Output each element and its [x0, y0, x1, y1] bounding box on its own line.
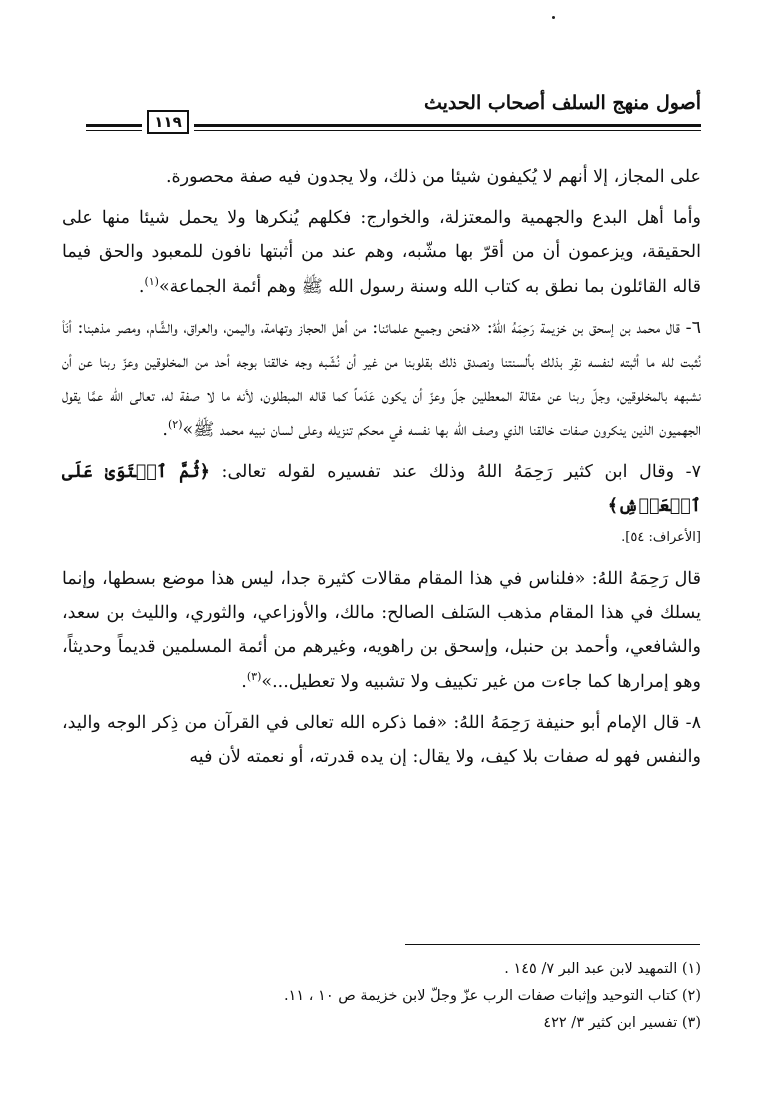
paragraph-3: ٦- قال محمد بن إسحق بن خزيمة رَحِمَهُ اللهُ: «فنحن وجميع علمائنا: من أهل الحجاز وتهامة، واليمن، والعراق، والشَّام، ومصر مذهبنا: أنَاْ نُثبت لله ما أثبته لنفسه نقِر بذلك بألسنتنا ونصدق ذلك بقلوبنا من غير أن نُشّبه وجه خالقنا بوجه أحد من المخلوقين وعزّ ربنا عن أن نشبهه بالمخلوقين، وجلّ ربنا عن مقالة المعطلين جلّ وعزّ أن يكون عَدَماً كما قاله المبطلون، لأنه ما لا صفة له، تعالى الله عمَّا يقول الجهميون الذين ينكرون صفات خالقنا الذي وصف الله بها نفسه في محكم تنزيله وعلى لسان نبيه محمد ﷺ»$^{(٢)}$. — [62, 317, 701, 441]
footnotes — [201, 956, 701, 1037]
paragraph-5-text: قال رَحِمَهُ اللهُ: «فلناس في هذا المقام مقالات كثيرة جدا، ليس هذا موضع بسطها، وإنما يسلك في هذا المقام مذهب السَلف الصالح: مالك، والأوزاعي، والثوري، والليث بن سعد، والشافعي، وأحمد بن حنبل، وإسحق بن راهويه، وغيرهم من أئمة المسلمين قديماً وحديثاً، وهو إمرارها كما جاءت من غير تكييف ولا تشبيه ولا تعطيل...» — [62, 569, 701, 692]
footnote-1: (١) التمهيد لابن عبد البر ٧/ ١٤٥ . — [504, 961, 701, 977]
verse-reference: [الأعراف: ٥٤]. — [621, 530, 701, 546]
paragraph-2-text: وأما أهل البدع والجهمية والمعتزلة، والخوارج: فكلهم يُنكرها ولا يحمل شيئا منها على الحقيقة، ويزعمون أن من أقرّ بها مشّبه، وهم عند من أثبتها نافون للمعبود والحق فيما قاله القائلون بما نطق به كتاب الله وسنة رسول الله ﷺ وهم أئمة الجماعة» — [62, 208, 701, 297]
header-rule-left — [86, 124, 142, 127]
running-header-title: أصول منهج السلف أصحاب الحديث — [423, 92, 701, 114]
paragraph-4-text: ٧- وقال ابن كثير رَحِمَهُ اللهُ وذلك عند تفسيره لقوله تعالى: — [209, 461, 702, 482]
header-rule-thin — [194, 130, 701, 131]
footnote-ref-2: (٢) — [168, 418, 183, 432]
footnote-separator — [405, 944, 700, 945]
footnote-ref-1: (١) — [144, 274, 159, 288]
paragraph-3-text: ٦- قال محمد بن إسحق بن خزيمة رَحِمَهُ اللهُ: «فنحن وجميع علمائنا: من أهل الحجاز وتهامة، واليمن، والعراق، والشَّام، ومصر مذهبنا: أنَاْ نُثبت لله ما أثبته لنفسه نقِر بذلك بألسنتنا ونصدق ذلك بقلوبنا من غير أن نُشّبه وجه خالقنا بوجه أحد من المخلوقين وعزّ ربنا عن أن نشبهه بالمخلوقين، وجلّ ربنا عن مقالة المعطلين جلّ وعزّ أن يكون عَدَماً كما قاله المبطلون، لأنه ما لا صفة له، تعالى الله عمَّا يقول الجهميون الذين ينكرون صفات خالقنا الذي وصف الله بها نفسه في محكم تنزيله وعلى لسان نبيه محمد ﷺ» — [62, 317, 701, 441]
page-number: ١١٩ — [147, 110, 189, 134]
footnote-3: (٣) تفسير ابن كثير ٣/ ٤٢٢ — [543, 1015, 701, 1031]
paragraph-5: قال رَحِمَهُ اللهُ: «فلناس في هذا المقام مقالات كثيرة جدا، ليس هذا موضع بسطها، وإنما يسلك في هذا المقام مذهب السَلف الصالح: مالك، والأوزاعي، والثوري، والليث بن سعد، والشافعي، وأحمد بن حنبل، وإسحق بن راهويه، وغيرهم من أئمة المسلمين قديماً وحديثاً، وهو إمرارها كما جاءت من غير تكييف ولا تشبيه ولا تعطيل...»$^{(٣)}$. — [62, 569, 701, 692]
quran-verse: ﴿ثُمَّ ٱسۡتَوَىٰ عَلَى ٱلۡعَرۡشِ﴾ — [62, 461, 701, 516]
paragraph-6: ٨- قال الإمام أبو حنيفة رَحِمَهُ اللهُ: «فما ذكره الله تعالى في القرآن من ذِكر الوجه واليد، والنفس فهو له صفات بلا كيف، ولا يقال: إن يده قدرته، أو نعمته لأن فيه — [62, 712, 701, 768]
printer-speck — [552, 16, 555, 19]
main-text — [62, 160, 701, 781]
paragraph-2: وأما أهل البدع والجهمية والمعتزلة، والخوارج: فكلهم يُنكرها ولا يحمل شيئا منها على الحقيقة، ويزعمون أن من أقرّ بها مشّبه، وهم عند من أثبتها نافون للمعبود والحق فيما قاله القائلون بما نطق به كتاب الله وسنة رسول الله ﷺ وهم أئمة الجماعة»$^{(١)}$. — [62, 208, 701, 297]
paragraph-1: على المجاز، إلا أنهم لا يُكيفون شيئا من ذلك، ولا يجدون فيه صفة محصورة. — [165, 167, 701, 187]
footnote-2: (٢) كتاب التوحيد وإثبات صفات الرب عزّ وجلّ لابن خزيمة ص ١٠ ، ١١. — [283, 988, 701, 1004]
footnote-ref-3: (٣) — [246, 669, 262, 683]
header-rule — [194, 124, 701, 127]
paragraph-4 — [62, 455, 701, 523]
header-rule-left-thin — [86, 130, 142, 131]
